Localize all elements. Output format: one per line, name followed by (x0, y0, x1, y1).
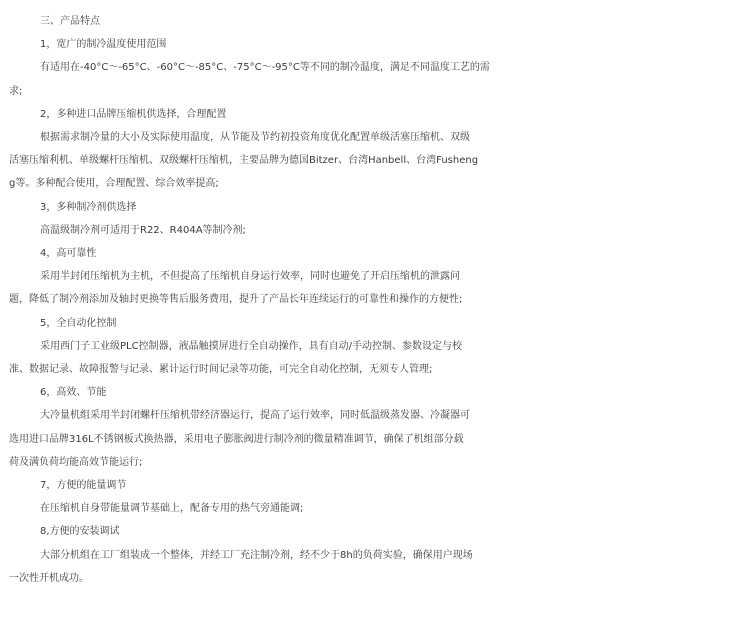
paragraph-line: 高温级制冷剂可适用于R22、R404A等制冷剂; (40, 224, 246, 236)
paragraph-line: 有适用在-40°C～-65°C、-60°C～-85°C、-75°C～-95°C等不同的制冷温度，满足不同温度工艺的需 (40, 62, 490, 74)
section-heading: 三、产品特点 (40, 16, 100, 27)
feature-heading-3: 3，多种制冷剂供选择 (40, 201, 137, 213)
paragraph-line: 活塞压缩利机、单级螺杆压缩机、双级螺杆压缩机，主要品牌为德国Bitzer、台湾Hanbell、台湾Fusheng (9, 155, 479, 167)
paragraph-line: 一次性开机成功。 (9, 572, 89, 584)
feature-heading-5: 5，全自动化控制 (40, 317, 117, 329)
paragraph-line: 采用西门子工业级PLC控制器，液晶触摸屏进行全自动操作，具有自动/手动控制、参数设定与校 (40, 340, 462, 352)
feature-heading-1: 1，宽广的制冷温度使用范围 (40, 39, 167, 51)
feature-heading-4: 4，高可靠性 (40, 248, 97, 260)
paragraph-line: 采用半封闭压缩机为主机，不但提高了压缩机自身运行效率，同时也避免了开启压缩机的泄露问 (40, 271, 460, 283)
paragraph-line: g等。多种配合使用，合理配置、综合效率提高; (9, 178, 219, 190)
paragraph-line: 准、数据记录、故障报警与记录、累计运行时间记录等功能，可完全自动化控制，无须专人管理; (9, 364, 433, 376)
paragraph-line: 求; (9, 85, 23, 97)
feature-heading-7: 7，方便的能量调节 (40, 480, 127, 492)
feature-heading-6: 6，高效、节能 (40, 387, 107, 399)
paragraph-line: 大部分机组在工厂组装成一个整体，并经工厂充注制冷剂，经不少于8h的负荷实验，确保用户现场 (40, 549, 473, 561)
paragraph-line: 在压缩机自身带能量调节基础上，配备专用的热气旁通能调; (40, 503, 304, 515)
feature-heading-2: 2，多种进口品牌压缩机供选择，合理配置 (40, 108, 227, 120)
paragraph-line: 荷及满负荷均能高效节能运行; (9, 456, 143, 468)
paragraph-line: 大冷量机组采用半封闭螺杆压缩机带经济器运行，提高了运行效率，同时低温级蒸发器、冷凝器可 (40, 410, 470, 422)
paragraph-line: 题，降低了制冷剂添加及轴封更换等售后服务费用，提升了产品长年连续运行的可靠性和操作的方便性; (9, 294, 463, 306)
paragraph-line: 选用进口品牌316L不锈钢板式换热器，采用电子膨胀阀进行制冷剂的微量精准调节，确保了机组部分载 (9, 433, 464, 445)
paragraph-line: 根据需求制冷量的大小及实际使用温度，从节能及节约初投资角度优化配置单级活塞压缩机、双级 (40, 132, 470, 144)
feature-heading-8: 8,方便的安装调试 (40, 526, 120, 538)
